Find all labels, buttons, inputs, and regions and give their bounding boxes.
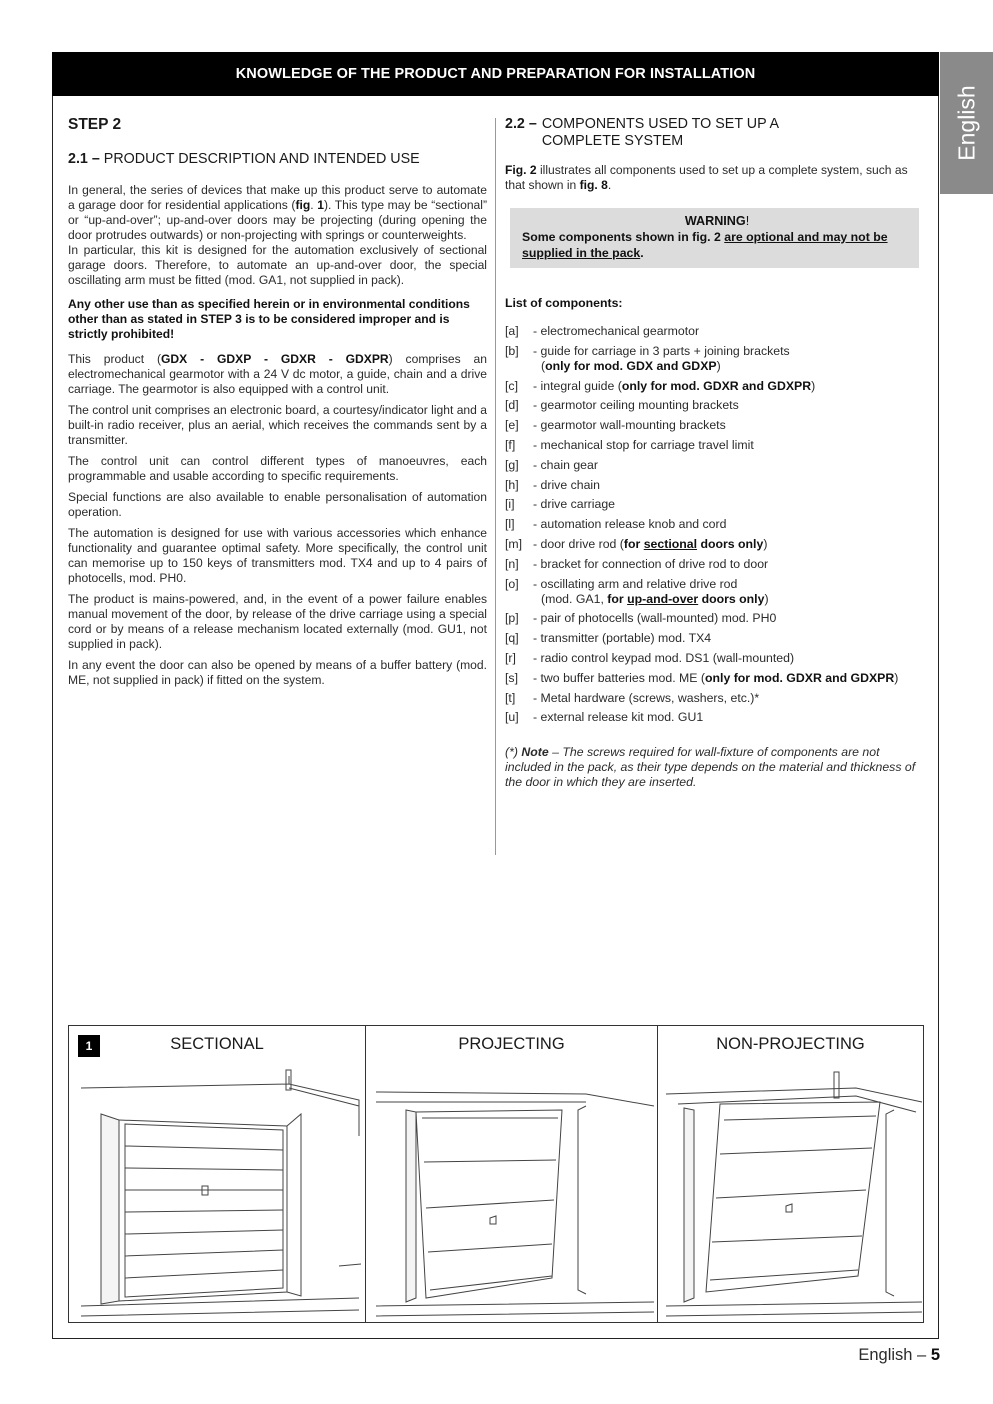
component-letter: [u] [505,710,519,725]
p1-dot: . [310,198,318,212]
intro-fig8: fig. 8 [579,178,608,192]
component-subline-underlined: up-and-over [627,591,699,606]
component-description [533,324,699,339]
components-intro [505,163,925,193]
warning-text-a: Some components shown in [522,230,693,244]
component-item-p [505,611,925,626]
component-description [533,478,600,493]
p3-text: This product ( [68,352,161,366]
component-letter: [n] [505,556,519,571]
component-letter: [q] [505,631,519,646]
warning-title-text: WARNING [684,214,746,228]
component-item-q [505,631,925,646]
sectional-door-illustration [69,1066,365,1324]
paren-open: ( [541,358,546,373]
component-item-u [505,710,925,725]
component-letter: [a] [505,324,519,338]
components-list-title: List of components: [505,296,623,310]
paragraph-7: The automation is designed for use with various accessories which enhance functionality and guarantee optimal safety. More specifically, the control unit can memorise up to 150 keys of transmitters mod. TX4 and up to 4 pairs of photocells, mod. PH0. [68,526,487,585]
component-end: ) [894,670,899,685]
intro-text: illustrates all components used to set up a complete system, such as that shown in [505,163,908,192]
paragraph-9: In any event the door can also be opened by means of a buffer battery (mod. ME, not supplied in pack) if fitted on the system. [68,658,487,687]
right-column [505,116,925,790]
warning-box [510,208,919,268]
component-item-m [505,537,925,552]
component-text: - guide for carriage in 3 parts + joining brackets [533,343,790,358]
paragraph-3 [68,352,487,397]
component-bold: only for mod. GDXR and GDXPR [705,670,895,685]
component-text: - oscillating arm and relative drive rod [533,576,738,591]
component-letter: [r] [505,650,516,665]
component-description [533,651,794,666]
component-subline-bold: for [607,591,628,606]
component-description [533,671,898,686]
component-description [533,458,598,473]
component-item-d [505,398,925,413]
component-item-l [505,517,925,532]
component-text: - pair of photocells (wall-mounted) mod. PH0 [533,611,777,626]
paragraph-2: In particular, this kit is designed for the automation exclusively of sectional garage doors. Therefore, to automate an up-and-over door, the special oscillating arm must be fitted (mod. GA1, not supplied in pack). [68,243,487,287]
section-title-text: PRODUCT DESCRIPTION AND INTENDED USE [103,151,420,167]
projecting-door-illustration [366,1066,658,1324]
note-mark: (*) [505,745,522,760]
component-letter: [m] [505,536,523,551]
warning-title [522,213,912,229]
section-title-line-1: COMPONENTS USED TO SET UP A [541,116,780,132]
component-description [533,557,768,572]
note-word: Note [521,745,549,760]
component-item-b [505,344,925,374]
component-description [533,611,776,626]
component-text: - automation release knob and cord [533,517,727,532]
component-letter: [g] [505,457,519,472]
component-description [533,379,815,394]
section-2-2-title [505,116,925,150]
language-tab-label: English [953,85,979,161]
footer-language: English – [858,1346,931,1364]
component-text: - gearmotor ceiling mounting brackets [533,398,739,413]
figure-number-badge: 1 [78,1035,100,1057]
component-text: - external release kit mod. GU1 [533,710,704,725]
component-letter: [l] [505,517,515,532]
paragraph-1 [68,183,487,243]
language-tab [940,52,993,194]
p1-fig-num: 1 [317,198,324,212]
p1-text-b: ). This type may be “sectional” or “up-and-over”; up-and-over doors may be projecting (during opening the door protrudes outwards) or non-projecting with springs or counterweights. [68,198,487,242]
component-item-a [505,324,925,339]
component-text: - two buffer batteries mod. ME ( [533,670,705,685]
component-subline: (mod. GA1, [541,591,608,606]
p3-text-b: ) comprises an electromechanical gearmotor with a 24 V dc motor, a guide, chain and a drive carriage. The gearmotor is also equipped with a control unit. [68,352,488,396]
component-subline: only for mod. GDX and GDXP [545,358,717,373]
section-number: 2.2 – [505,116,537,132]
component-letter: [b] [505,343,519,358]
component-description [533,577,769,607]
component-bold-2: doors only [697,536,764,551]
component-description [533,631,711,646]
component-text: - electromechanical gearmotor [533,324,700,338]
warning-end: . [640,246,644,260]
warning-underlined-2: supplied in the pack [522,246,641,260]
component-text: - drive chain [533,477,600,492]
component-item-s [505,671,925,686]
panel-sectional [69,1026,365,1322]
step-title: STEP 2 [68,116,122,133]
component-item-r [505,651,925,666]
component-description [533,537,767,552]
component-item-g [505,458,925,473]
section-number: 2.1 – [68,151,100,167]
component-text: - drive carriage [533,497,616,512]
component-letter: [t] [505,690,516,705]
component-text: - door drive rod ( [533,536,624,551]
component-bold: only for mod. GDXR and GDXPR [621,378,812,393]
intro-end: . [607,178,612,192]
warning-fig: fig. 2 [692,230,721,244]
component-description [533,344,790,374]
component-letter: [d] [505,398,519,413]
component-subline-end: ) [764,591,769,606]
component-description [533,691,759,706]
panel-title-projecting: PROJECTING [458,1035,565,1053]
p1-text: In general, the series of devices that make up this product serve to automate a garage door for residential applications ( [68,183,487,212]
component-underlined: sectional [643,536,698,551]
page-footer [858,1346,940,1365]
component-subline-bold-2: doors only [698,591,765,606]
component-description [533,438,754,453]
component-text: - mechanical stop for carriage travel limit [533,437,754,452]
header-title: KNOWLEDGE OF THE PRODUCT AND PREPARATION FOR INSTALLATION [235,66,756,82]
improper-use-warning: Any other use than as specified herein or in environmental conditions other than as stated in STEP 3 is to be considered improper and is strictly prohibited! [68,297,470,341]
component-text: - transmitter (portable) mod. TX4 [533,631,712,646]
component-item-n [505,557,925,572]
panel-title-sectional: SECTIONAL [170,1035,264,1053]
component-description [533,398,739,413]
component-letter: [i] [505,497,515,512]
component-description [533,710,703,725]
component-item-t [505,691,925,706]
component-letter: [p] [505,611,519,626]
component-text: - radio control keypad mod. DS1 (wall-mounted) [533,650,795,665]
page-header [52,52,939,96]
left-column [68,116,487,688]
intro-fig2: Fig. 2 [505,163,537,177]
component-item-f [505,438,925,453]
page-number: 5 [930,1346,940,1364]
section-title-line-2: COMPLETE SYSTEM [541,133,684,149]
component-bold: for [623,536,644,551]
section-title-lines [542,116,779,150]
component-description [533,517,726,532]
components-list [505,324,925,725]
paragraph-4: The control unit comprises an electronic board, a courtesy/indicator light and a built-in radio receiver, plus an aerial, which receives the commands sent by a transmitter. [68,403,487,447]
component-end: ) [763,536,768,551]
component-letter: [s] [505,670,518,685]
component-letter: [f] [505,437,516,452]
p3-models: GDX - GDXP - GDXR - GDXPR [161,352,389,366]
component-description [533,418,726,433]
screws-note [505,745,925,790]
warning-excl: ! [745,214,750,228]
component-letter: [e] [505,418,519,433]
component-letter: [h] [505,477,519,492]
warning-text [522,229,912,261]
component-text: - Metal hardware (screws, washers, etc.)* [533,690,760,705]
paren-close: ) [716,358,721,373]
warning-underlined-1: are optional and may not be [724,230,888,244]
column-divider [495,118,496,855]
component-end: ) [811,378,816,393]
component-text: - chain gear [533,457,598,472]
note-text: – The screws required for wall-fixture of components are not included in the pack, as their type depends on the material and thickness of the door in which they are inserted. [505,745,916,790]
component-text: - gearmotor wall-mounting brackets [533,418,726,433]
p1-fig: fig [295,198,311,212]
panel-non-projecting [657,1026,923,1322]
paragraph-6: Special functions are also available to enable personalisation of automation operation. [68,490,487,519]
component-text: - integral guide ( [533,378,622,393]
panel-projecting [365,1026,657,1322]
component-description [533,497,615,512]
panel-title-non-projecting: NON-PROJECTING [716,1035,865,1053]
figure-1 [68,1025,924,1323]
component-item-e [505,418,925,433]
component-item-o [505,577,925,607]
component-item-i [505,497,925,512]
component-letter: [o] [505,576,519,591]
non-projecting-door-illustration [658,1066,924,1324]
component-item-c [505,379,925,394]
section-2-1-title [68,151,487,168]
paragraph-8: The product is mains-powered, and, in the event of a power failure enables manual movement of the door, by release of the drive carriage using a special cord or by means of a release mechanism located externally (mod. GU1, not supplied in pack). [68,592,487,651]
component-text: - bracket for connection of drive rod to door [533,556,769,571]
component-item-h [505,478,925,493]
paragraph-5: The control unit can control different types of manoeuvres, each programmable and usable according to specific requirements. [68,454,487,483]
component-letter: [c] [505,378,518,393]
